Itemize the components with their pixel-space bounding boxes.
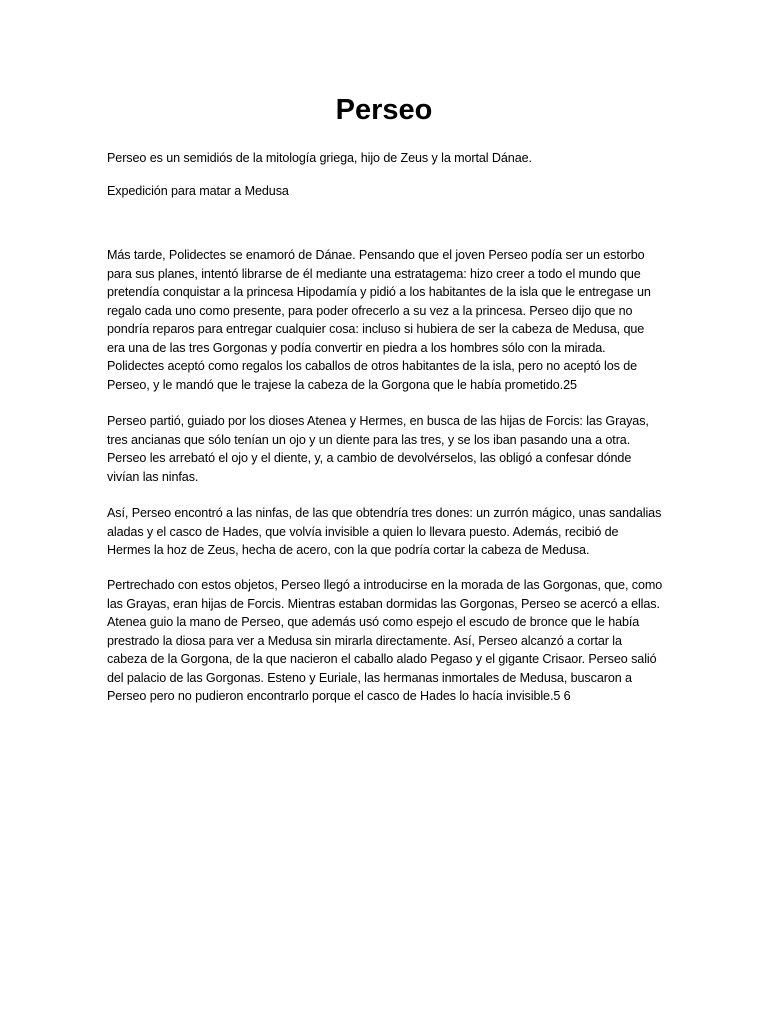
paragraph-block-1 <box>107 246 663 394</box>
document-title: Perseo <box>335 94 433 126</box>
intro-paragraph: Perseo es un semidiós de la mitología griega, hijo de Zeus y la mortal Dánae. <box>107 151 532 165</box>
body-paragraph: Pertrechado con estos objetos, Perseo llegó a introducirse en la morada de las Gorgonas, que, como las Grayas, eran hijas de Forcis. Mientras estaban dormidas las Gorgonas, Perseo se acercó a ellas. Atenea guio la mano de Perseo, que además usó como espejo el escudo de bronce que le había prestrado la diosa para ver a Medusa sin mirarla directamente. Así, Perseo alcanzó a cortar la cabeza de la Gorgona, de la que nacieron el caballo alado Pegaso y el gigante Crisaor. Perseo salió del palacio de las Gorgonas. Esteno y Euriale, las hermanas inmortales de Medusa, buscaron a Perseo pero no pudieron encontrarlo porque el casco de Hades lo hacía invisible.5 6 <box>107 578 663 703</box>
paragraph-block-2 <box>107 412 663 486</box>
section-heading-block <box>107 182 663 201</box>
paragraph-block-4 <box>107 576 663 706</box>
body-paragraph: Más tarde, Polidectes se enamoró de Dánae. Pensando que el joven Perseo podía ser un estorbo para sus planes, intentó librarse de él mediante una estratagema: hizo creer a todo el mundo que pretendía conquistar a la princesa Hipodamía y pidió a los habitantes de la isla que le entregase un regalo cada uno como presente, para poder ofrecerlo a su vez a la princesa. Perseo dijo que no pondría reparos para entregar cualquier cosa: incluso si hubiera de ser la cabeza de Medusa, que era una de las tres Gorgonas y podía convertir en piedra a los hombres sólo con la mirada. Polidectes aceptó como regalos los caballos de otros habitantes de la isla, pero no aceptó los de Perseo, y le mandó que le trajese la cabeza de la Gorgona que le había prometido.25 <box>107 248 651 392</box>
body-paragraph: Perseo partió, guiado por los dioses Atenea y Hermes, en busca de las hijas de Forcis: las Grayas, tres ancianas que sólo tenían un ojo y un diente para las tres, y se los iban pasando una a otra. Perseo les arrebató el ojo y el diente, y, a cambio de devolvérselos, las obligó a confesar dónde vivían las ninfas. <box>107 414 649 484</box>
body-paragraph: Así, Perseo encontró a las ninfas, de las que obtendría tres dones: un zurrón mágico, unas sandalias aladas y el casco de Hades, que volvía invisible a quien lo llevara puesto. Además, recibió de Hermes la hoz de Zeus, hecha de acero, con la que podría cortar la cabeza de Medusa. <box>107 506 662 557</box>
intro-block <box>107 149 663 168</box>
section-heading: Expedición para matar a Medusa <box>107 184 289 198</box>
paragraph-block-3 <box>107 504 663 560</box>
